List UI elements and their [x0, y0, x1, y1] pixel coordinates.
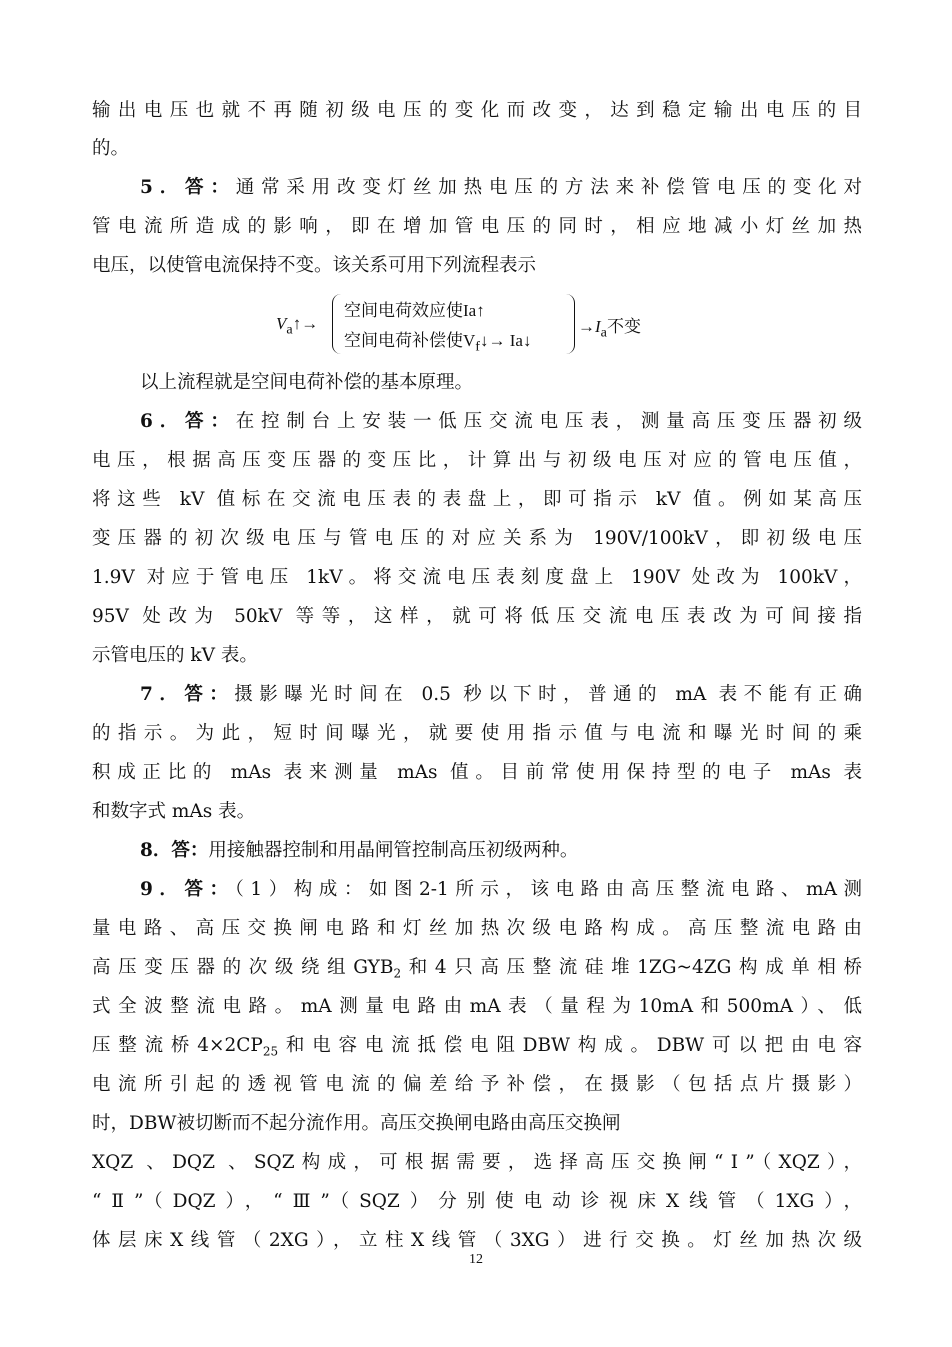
text-line: 95V 处改为 50kV 等等，这样，就可将低压交流电压表改为可间接指: [92, 606, 862, 627]
answer-label: 6．答：: [140, 411, 236, 432]
text-line: 1.9V 对应于管电压 1kV。将交流电压表刻度盘上 190V 处改为 100kV，: [92, 567, 862, 588]
text-line: 的指示。为此，短时间曝光，就要使用指示值与电流和曝光时间的乘: [92, 723, 862, 744]
formula-row-1: 空间电荷效应使Ia↑: [344, 301, 485, 320]
text-line: 在控制台上安装一低压交流电压表，测量高压变压器初级: [235, 411, 862, 432]
text-line: 管电流所造成的影响，即在增加管电压的同时，相应地减小灯丝加热: [92, 216, 862, 237]
formula-result: $\to I_a$不变: [578, 317, 641, 341]
text-line: 用接触器控制和用晶闸管控制高压初级两种。: [208, 840, 579, 861]
answer-label: 7．答：: [140, 684, 235, 705]
text-line: 式全波整流电路。mA测量电路由mA表（量程为10mA和500mA）、低: [92, 996, 862, 1017]
text-line: 通常采用改变灯丝加热电压的方法来补偿管电压的变化对: [235, 177, 862, 198]
text-line: 压整流桥$4\times 2CP_{25}$和电容电流抵偿电阻DBW构成。DBW可以把由电容: [92, 1035, 862, 1059]
text-line: XQZ 、DQZ 、SQZ构成，可根据需要，选择高压交换闸“Ⅰ”（XQZ），: [92, 1152, 862, 1173]
text-line: 电压，根据高压变压器的变压比，计算出与初级电压对应的管电压值，: [92, 450, 862, 471]
answer-5: [140, 173, 862, 203]
left-brace: [332, 294, 341, 354]
text-line: “Ⅱ”（DQZ），“Ⅲ”（SQZ）分别使电动诊视床X线管（1XG），: [92, 1191, 862, 1212]
text-line: 示管电压的 kV 表。: [92, 645, 258, 666]
right-brace: [566, 294, 575, 354]
text-line: 积成正比的 mAs 表来测量 mAs 值。目前常使用保持型的电子 mAs 表: [92, 762, 862, 783]
answer-label: 8．答：: [140, 840, 209, 861]
text-line: 摄影曝光时间在 0.5 秒以下时，普通的 mA 表不能有正确: [234, 684, 862, 705]
text-line: 体层床X线管（2XG），立柱X线管（3XG）进行交换。灯丝加热次级: [92, 1230, 862, 1251]
formula-lhs: $V_a↑\to$: [276, 314, 319, 338]
answer-8: [140, 836, 862, 866]
text-line: 和数字式 mAs 表。: [92, 801, 256, 822]
text-line: 的。: [92, 138, 130, 159]
text-line: 变压器的初次级电压与管电压的对应关系为 190V/100kV，即初级电压: [92, 528, 862, 549]
text-line: 量电路、高压交换闸电路和灯丝加热次级电路构成。高压整流电路由: [92, 918, 862, 939]
answer-label: 9．答：: [140, 879, 235, 900]
text-line: 将这些 kV 值标在交流电压表的表盘上，即可指示 kV 值。例如某高压: [92, 489, 862, 510]
answer-label: 5．答：: [140, 177, 236, 198]
text-line: 电压，以使管电流保持不变。该关系可用下列流程表示: [92, 255, 537, 276]
formula-row-2: 空间电荷补偿使$V_f↓\to$ Ia↓: [344, 331, 532, 355]
answer-6: [140, 407, 862, 437]
page-number: 12: [469, 1252, 483, 1267]
text-line: （1）构成：如图2-1所示，该电路由高压整流电路、mA测: [234, 879, 862, 900]
text-line: 输出电压也就不再随初级电压的变化而改变，达到稳定输出电压的目: [92, 100, 862, 121]
text-line: 以上流程就是空间电荷补偿的基本原理。: [140, 372, 474, 393]
compensation-flow-formula: [276, 294, 696, 360]
answer-9: [140, 875, 862, 905]
text-line: 电流所引起的透视管电流的偏差给予补偿，在摄影（包括点片摄影）: [92, 1074, 862, 1095]
answer-7: [140, 680, 862, 710]
text-line: 高压变压器的次级绕组$GYB_2$和4只高压整流硅堆1ZG~4ZG构成单相桥: [92, 957, 862, 981]
text-line: 时，DBW被切断而不起分流作用。高压交换闸电路由高压交换闸: [92, 1113, 621, 1134]
